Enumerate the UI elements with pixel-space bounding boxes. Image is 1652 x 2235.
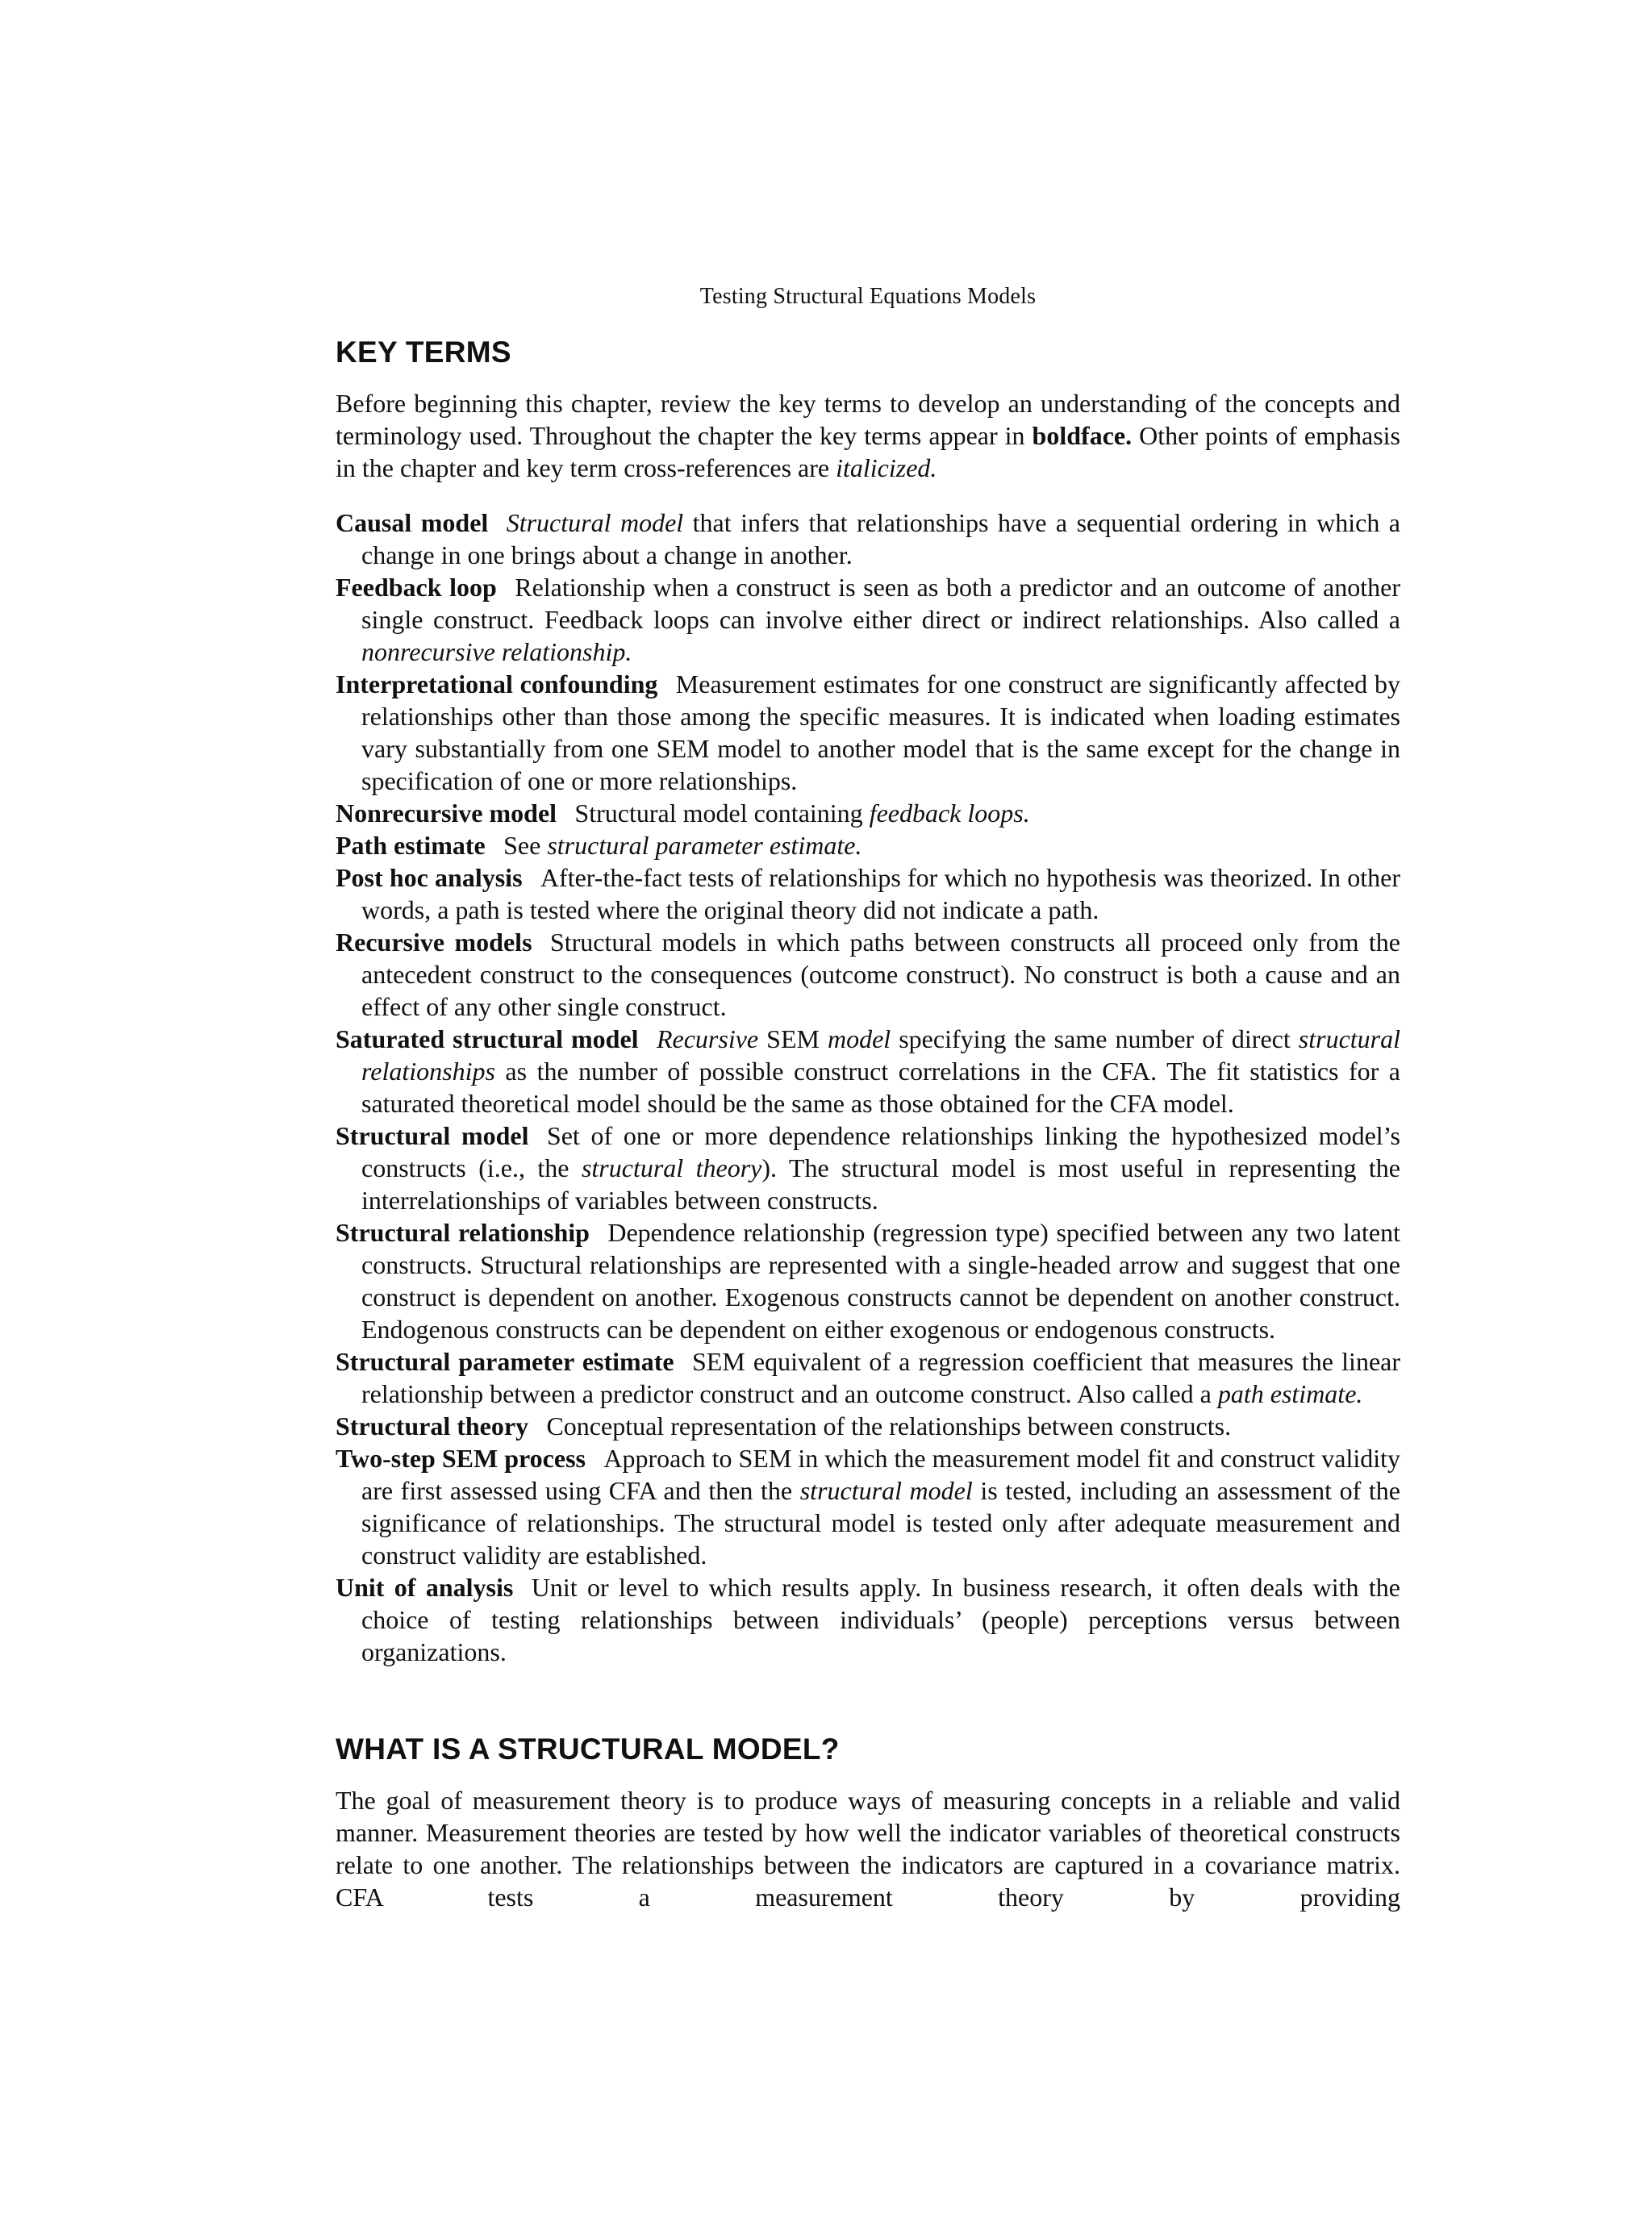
key-term-name: Recursive models [336,928,532,957]
key-term-definition-text-run: Structural models in which paths between constructs all proceed only from the antecedent construct to the consequences (outcome construct). No construct is both a cause and an effect of any other single construct. [361,928,1401,1021]
key-term-definition-text-run: Unit or level to which results apply. In business research, it often deals with the choice of testing relationships between individuals’ (people) perceptions versus between organizations. [361,1573,1401,1666]
key-term-entry [336,926,1400,1023]
key-term-definition-italic-run: model [827,1024,891,1053]
key-term-definition-italic-run: structural parameter estimate. [547,831,862,860]
key-term-name: Nonrecursive model [336,799,557,828]
key-term-definition-text-run: Structural model containing [574,799,870,828]
key-term-definition-italic-run: nonrecursive relationship. [361,637,632,666]
key-term-definition-italic-run: feedback loops. [869,799,1030,828]
key-term-definition-text-run: Approach to SEM in which the measurement model fit and construct validity are first assessed using CFA and then the [361,1444,1401,1505]
key-terms-intro [336,387,1400,484]
intro-text-run: Other points of emphasis in the chapter and key term cross-references are [336,421,1400,482]
intro-italic-run: italicized. [836,453,937,482]
key-term-entry [336,571,1400,668]
key-term-definition-text-run: ). The structural model is most useful in representing the interrelationships of variables between constructs. [361,1153,1401,1215]
key-term-definition-text-run: See [503,831,548,860]
key-term-name: Post hoc analysis [336,863,523,892]
key-term-name: Structural relationship [336,1218,590,1247]
key-term-entry [336,1410,1400,1442]
structural-model-paragraph: The goal of measurement theory is to produce ways of measuring concepts in a reliable and valid manner. Measurement theories are tested by how well the indicator variables of theoretical constructs relate to one another. The relationships between the indicators are captured in a covariance matrix. CFA tests a measurement theory by providing [336,1786,1400,1912]
key-term-name: Saturated structural model [336,1024,639,1053]
key-term-entry [336,1216,1400,1345]
key-term-definition-text-run: Measurement estimates for one construct are significantly affected by relationships other than those among the specific measures. It is indicated when loading estimates vary substantially from one SEM model to another model that is the same except for the change in specification of one or more relationships. [361,669,1401,795]
key-term-definition-text-run: is tested, including an assessment of the significance of relationships. The structural model is tested only after adequate measurement and construct validity are established. [361,1476,1401,1570]
key-term-name: Structural theory [336,1411,529,1441]
key-term-name: Two-step SEM process [336,1444,586,1473]
key-term-definition-text-run: Conceptual representation of the relationships between constructs. [546,1411,1232,1441]
key-term-entry [336,829,1400,861]
key-terms-list [336,507,1400,1668]
key-term-entry [336,1571,1400,1668]
key-term-definition-italic-run: Structural model [506,508,684,537]
key-term-name: Path estimate [336,831,486,860]
key-term-name: Interpretational confounding [336,669,658,698]
intro-text-run: Before beginning this chapter, review the key terms to develop an understanding of the concepts and terminology used. Throughout the chapter the key terms appear in [336,389,1400,450]
key-term-definition-italic-run: structural model [799,1476,973,1505]
key-term-definition-text-run: that infers that relationships have a sequential ordering in which a change in one brings about a change in another. [361,508,1401,569]
key-term-name: Structural parameter estimate [336,1347,674,1376]
key-term-definition-text-run: as the number of possible construct correlations in the CFA. The fit statistics for a saturated theoretical model should be the same as those obtained for the CFA model. [361,1057,1400,1118]
key-term-name: Feedback loop [336,573,497,602]
key-term-entry [336,507,1400,571]
key-term-entry [336,1442,1400,1571]
key-term-entry [336,797,1400,829]
key-term-name: Unit of analysis [336,1573,514,1602]
key-terms-heading: KEY TERMS [336,336,511,369]
key-term-entry [336,861,1400,926]
key-term-definition-text-run: Relationship when a construct is seen as both a predictor and an outcome of another single construct. Feedback loops can involve either direct or indirect relationships. Also called a [361,573,1400,634]
key-term-definition-text-run: SEM [758,1024,828,1053]
key-term-name: Causal model [336,508,489,537]
key-term-definition-text-run: After-the-fact tests of relationships for which no hypothesis was theorized. In other words, a path is tested where the original theory did not indicate a path. [361,863,1401,924]
structural-model-heading: WHAT IS A STRUCTURAL MODEL? [336,1733,840,1766]
section-gap [336,1668,1400,1733]
key-term-definition-italic-run: path estimate. [1217,1379,1363,1408]
key-term-definition-italic-run: structural relationships [361,1024,1401,1086]
book-page [336,284,1400,1913]
key-term-entry [336,668,1400,797]
key-term-entry [336,1023,1400,1120]
key-term-definition-text-run: specifying the same number of direct [891,1024,1299,1053]
key-term-entry [336,1345,1400,1410]
running-head: Testing Structural Equations Models [699,284,1037,309]
key-term-entry [336,1120,1400,1216]
key-term-definition-italic-run: Recursive [656,1024,759,1053]
key-term-definition-text-run: SEM equivalent of a regression coefficient that measures the linear relationship between a predictor construct and an outcome construct. Also called a [361,1347,1401,1408]
key-term-definition-italic-run: structural theory [581,1153,762,1182]
key-term-definition-text-run: Dependence relationship (regression type) specified between any two latent constructs. Structural relationships are represented with a single-headed arrow and suggest that one construct is dependent on another. Exogenous constructs cannot be dependent on another construct. Endogenous constructs can be dependent on either exogenous or endogenous constructs. [361,1218,1400,1344]
key-term-definition-text-run: Set of one or more dependence relationships linking the hypothesized model’s constructs (i.e., the [361,1121,1401,1182]
key-term-name: Structural model [336,1121,529,1150]
intro-bold-run: boldface. [1032,421,1133,450]
